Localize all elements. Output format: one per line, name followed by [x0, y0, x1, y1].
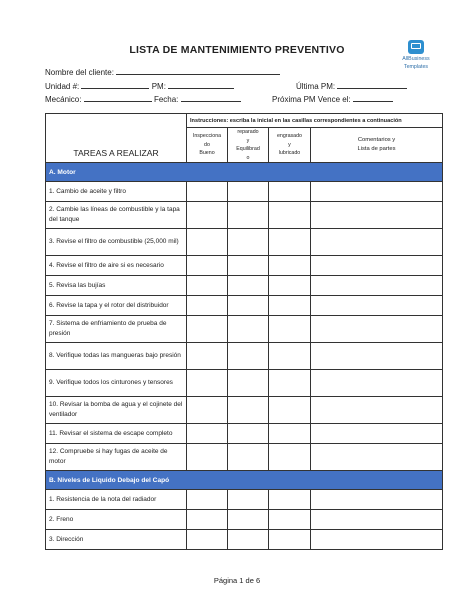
- inspected-checkbox-cell[interactable]: [187, 370, 228, 397]
- inspected-checkbox-cell[interactable]: [187, 490, 228, 510]
- repaired-checkbox-cell[interactable]: [228, 182, 269, 202]
- comments-cell[interactable]: [311, 343, 443, 370]
- table-row: [46, 276, 443, 296]
- task-label: 7. Sistema de enfriamiento de prueba de presión: [46, 316, 187, 343]
- comments-cell[interactable]: [311, 296, 443, 316]
- laptop-icon: [408, 40, 424, 54]
- greased-checkbox-cell[interactable]: [269, 256, 311, 276]
- logo-line1: AllBusiness: [402, 56, 430, 62]
- greased-checkbox-cell[interactable]: [269, 370, 311, 397]
- last-pm-field-row: [296, 80, 407, 91]
- mechanic-field-row: [45, 93, 241, 104]
- inspected-checkbox-cell[interactable]: [187, 182, 228, 202]
- last-pm-input-line[interactable]: [337, 80, 407, 89]
- comments-cell[interactable]: [311, 182, 443, 202]
- repaired-checkbox-cell[interactable]: [228, 397, 269, 424]
- page-number: Página 1 de 6: [213, 576, 261, 585]
- task-label: 12. Compruebe si hay fugas de aceite de motor: [46, 444, 187, 471]
- inspected-checkbox-cell[interactable]: [187, 276, 228, 296]
- col-greased-header: engrasado y lubricado: [269, 128, 311, 163]
- allbusiness-logo: [392, 40, 440, 70]
- greased-checkbox-cell[interactable]: [269, 296, 311, 316]
- inspected-checkbox-cell[interactable]: [187, 343, 228, 370]
- greased-checkbox-cell[interactable]: [269, 202, 311, 229]
- table-row: [46, 397, 443, 424]
- greased-checkbox-cell[interactable]: [269, 343, 311, 370]
- task-label: 3. Revise el filtro de combustible (25,000 mil): [46, 229, 187, 256]
- inspected-checkbox-cell[interactable]: [187, 444, 228, 471]
- task-label: 1. Resistencia de la nota del radiador: [46, 490, 187, 510]
- col-repaired-header: reparado y Equilibrad o: [228, 128, 269, 163]
- repaired-checkbox-cell[interactable]: [228, 256, 269, 276]
- task-label: 10. Revisar la bomba de agua y el cojinete del ventilador: [46, 397, 187, 424]
- unit-label: Unidad #:: [45, 82, 80, 91]
- inspected-checkbox-cell[interactable]: [187, 229, 228, 256]
- unit-field-row: [45, 80, 234, 91]
- comments-cell[interactable]: [311, 316, 443, 343]
- comments-cell[interactable]: [311, 397, 443, 424]
- task-label: 9. Verifique todos los cinturones y tensores: [46, 370, 187, 397]
- section-a-row: [46, 163, 443, 182]
- inspected-checkbox-cell[interactable]: [187, 202, 228, 229]
- greased-checkbox-cell[interactable]: [269, 182, 311, 202]
- table-row: [46, 370, 443, 397]
- repaired-checkbox-cell[interactable]: [228, 370, 269, 397]
- comments-cell[interactable]: [311, 424, 443, 444]
- repaired-checkbox-cell[interactable]: [228, 202, 269, 229]
- greased-checkbox-cell[interactable]: [269, 276, 311, 296]
- tasks-header: TAREAS A REALIZAR: [46, 114, 187, 163]
- comments-cell[interactable]: [311, 370, 443, 397]
- pm-input-line[interactable]: [168, 80, 234, 89]
- next-pm-label: Próxima PM Vence el:: [272, 95, 351, 104]
- col-inspected-header: Inspecciona do Bueno: [187, 128, 228, 163]
- inspected-checkbox-cell[interactable]: [187, 316, 228, 343]
- section-b-row: [46, 471, 443, 490]
- section-b-title: B. Niveles de Liquido Debajo del Capó: [46, 471, 443, 490]
- comments-cell[interactable]: [311, 490, 443, 510]
- inspected-checkbox-cell[interactable]: [187, 296, 228, 316]
- inspected-checkbox-cell[interactable]: [187, 424, 228, 444]
- greased-checkbox-cell[interactable]: [269, 510, 311, 530]
- table-row: [46, 256, 443, 276]
- unit-input-line[interactable]: [81, 80, 149, 89]
- client-field-row: [45, 66, 280, 77]
- task-label: 3. Dirección: [46, 530, 187, 550]
- task-label: 8. Verifique todas las mangueras bajo presión: [46, 343, 187, 370]
- table-row: [46, 343, 443, 370]
- task-label: 5. Revisa las bujías: [46, 276, 187, 296]
- inspected-checkbox-cell[interactable]: [187, 397, 228, 424]
- table-row: [46, 424, 443, 444]
- greased-checkbox-cell[interactable]: [269, 530, 311, 550]
- mechanic-label: Mecánico:: [45, 95, 82, 104]
- table-row: [46, 490, 443, 510]
- table-row: [46, 229, 443, 256]
- task-label: 6. Revise la tapa y el rotor del distribuidor: [46, 296, 187, 316]
- task-label: 11. Revisar el sistema de escape completo: [46, 424, 187, 444]
- task-label: 2. Cambie las líneas de combustible y la tapa del tanque: [46, 202, 187, 229]
- task-label: 2. Freno: [46, 510, 187, 530]
- table-row: [46, 530, 443, 550]
- comments-cell[interactable]: [311, 202, 443, 229]
- inspected-checkbox-cell[interactable]: [187, 530, 228, 550]
- greased-checkbox-cell[interactable]: [269, 444, 311, 471]
- repaired-checkbox-cell[interactable]: [228, 276, 269, 296]
- client-label: Nombre del cliente:: [45, 68, 114, 77]
- inspected-checkbox-cell[interactable]: [187, 510, 228, 530]
- next-pm-field-row: [272, 93, 393, 104]
- greased-checkbox-cell[interactable]: [269, 397, 311, 424]
- date-label: Fecha:: [153, 95, 179, 104]
- comments-cell[interactable]: [311, 256, 443, 276]
- repaired-checkbox-cell[interactable]: [228, 316, 269, 343]
- task-label: 1. Cambio de aceite y filtro: [46, 182, 187, 202]
- table-row: [46, 444, 443, 471]
- repaired-checkbox-cell[interactable]: [228, 343, 269, 370]
- comments-cell[interactable]: [311, 276, 443, 296]
- table-row: [46, 202, 443, 229]
- last-pm-label: Última PM:: [296, 82, 336, 91]
- table-row: [46, 296, 443, 316]
- date-input-line[interactable]: [181, 93, 241, 102]
- next-pm-input-line[interactable]: [353, 93, 393, 102]
- repaired-checkbox-cell[interactable]: [228, 296, 269, 316]
- col-comments-header: Comentarios y Lista de partes: [311, 128, 443, 163]
- greased-checkbox-cell[interactable]: [269, 316, 311, 343]
- repaired-checkbox-cell[interactable]: [228, 444, 269, 471]
- repaired-checkbox-cell[interactable]: [228, 424, 269, 444]
- section-a-title: A. Motor: [46, 163, 443, 182]
- comments-cell[interactable]: [311, 444, 443, 471]
- mechanic-input-line[interactable]: [84, 93, 152, 102]
- comments-cell[interactable]: [311, 229, 443, 256]
- repaired-checkbox-cell[interactable]: [228, 530, 269, 550]
- repaired-checkbox-cell[interactable]: [228, 229, 269, 256]
- greased-checkbox-cell[interactable]: [269, 424, 311, 444]
- pm-label: PM:: [151, 82, 166, 91]
- document-title: LISTA DE MANTENIMIENTO PREVENTIVO: [129, 44, 345, 56]
- task-label: 4. Revise el filtro de aire si es necesario: [46, 256, 187, 276]
- greased-checkbox-cell[interactable]: [269, 490, 311, 510]
- instructions-cell: Instrucciones: escriba la inicial en las casillas correspondientes a continuación: [187, 114, 443, 128]
- comments-cell[interactable]: [311, 530, 443, 550]
- table-row: [46, 510, 443, 530]
- greased-checkbox-cell[interactable]: [269, 229, 311, 256]
- table-row: [46, 316, 443, 343]
- maintenance-table: [45, 113, 443, 550]
- repaired-checkbox-cell[interactable]: [228, 510, 269, 530]
- comments-cell[interactable]: [311, 510, 443, 530]
- client-input-line[interactable]: [116, 66, 280, 75]
- logo-line2: Templates: [403, 64, 429, 70]
- inspected-checkbox-cell[interactable]: [187, 256, 228, 276]
- repaired-checkbox-cell[interactable]: [228, 490, 269, 510]
- table-row: [46, 182, 443, 202]
